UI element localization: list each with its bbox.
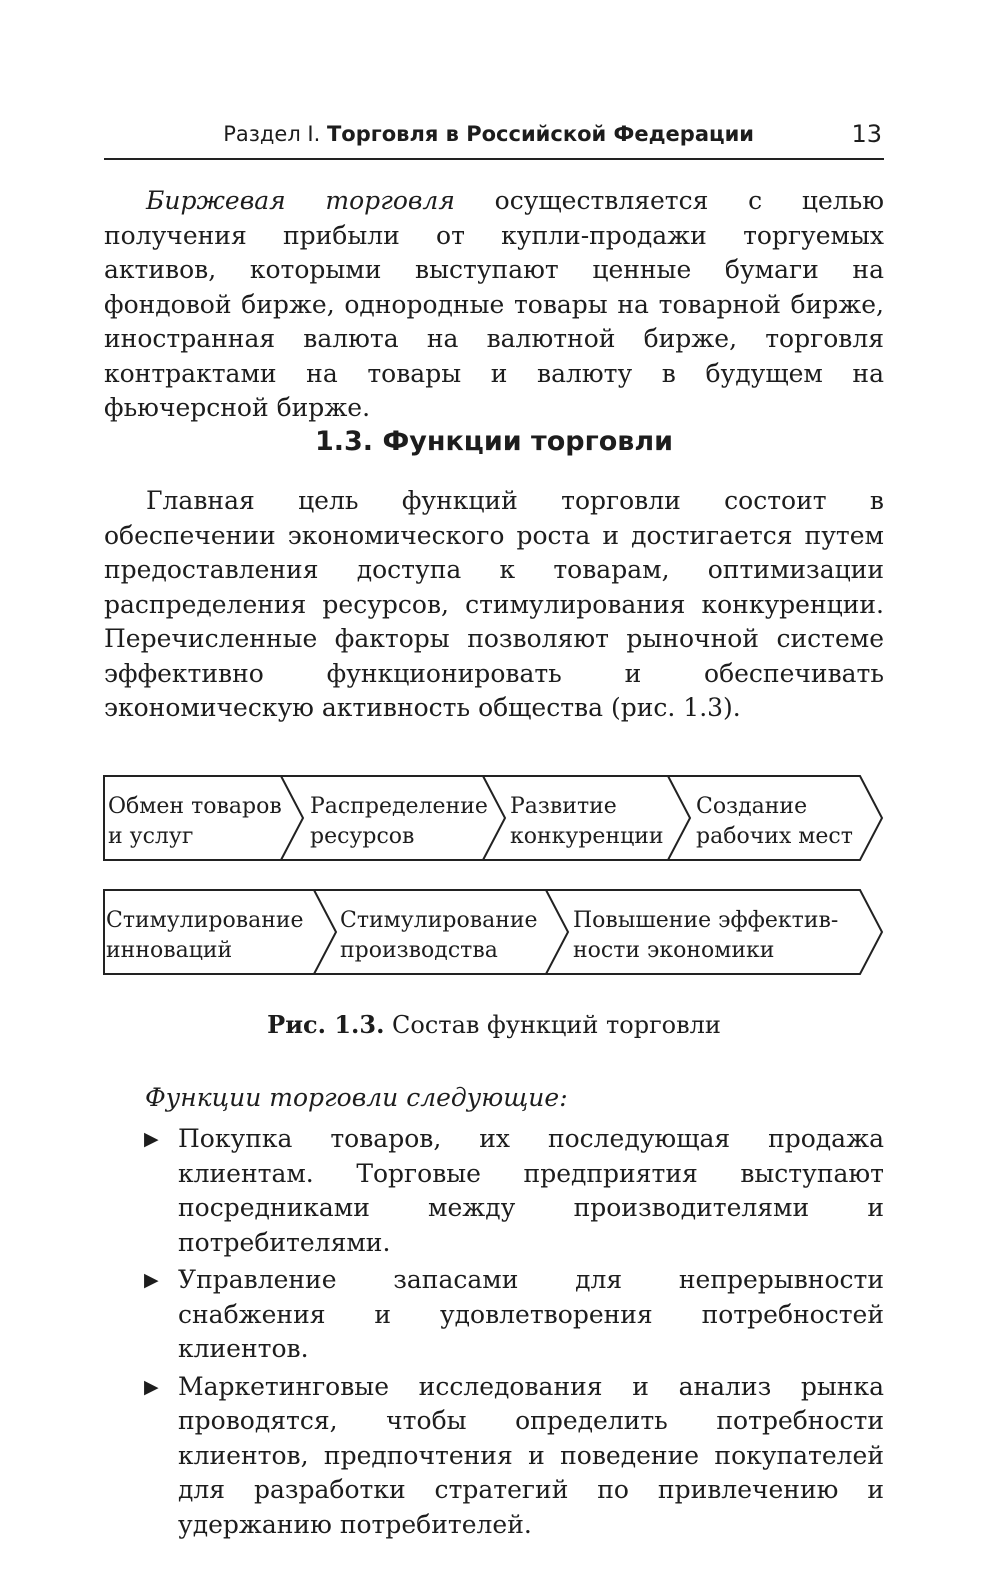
diagram-step-5-line-1: Стимулирование — [106, 908, 304, 933]
list-item-text: Маркетинговые исследования и анализ рынка проводятся, чтобы определить потребности клиентов, предпочтения и поведение покупателей для разработки стратегий по привлечению и удержанию потребителей. — [178, 1371, 884, 1539]
bullet-icon: ▶ — [144, 1269, 159, 1291]
diagram-step-3-line-2: конкуренции — [510, 824, 664, 849]
section-heading: 1.3. Функции торговли — [314, 426, 674, 457]
figure-label: Рис. 1.3. — [267, 1010, 385, 1039]
diagram-step-4-line-2: рабочих мест — [696, 824, 853, 849]
diagram-step-1-line-2: и услуг — [108, 824, 194, 849]
diagram-step-4-line-1: Создание — [696, 794, 808, 819]
diagram-step-7-line-2: ности экономики — [573, 938, 775, 963]
intro-text: осуществляется с целью получения прибыли от купли-продажи торгуемых активов, которыми выступают ценные бумаги на фондовой бирже, однородные товары на товарной бирже, иностранная валюта на валютной бирже, торговля контрактами на товары и валюту в будущем на фьючерсной бирже. — [104, 186, 884, 422]
diagram-separator — [546, 890, 568, 974]
figure-title: Состав функций торговли — [384, 1011, 721, 1039]
diagram-step-3-line-1: Развитие — [510, 794, 617, 819]
list-item — [104, 1122, 884, 1260]
diagram-step-5-line-2: инноваций — [106, 938, 233, 963]
diagram-step-1-line-1: Обмен товаров — [108, 794, 282, 819]
page-number: 13 — [851, 120, 882, 148]
list-item — [104, 1263, 884, 1367]
bullet-icon: ▶ — [144, 1375, 159, 1398]
list-item-text: Покупка товаров, их последующая продажа клиентам. Торговые предприятия выступают посредниками между производителями и потребителями. — [178, 1124, 884, 1257]
diagram-step-6-line-1: Стимулирование — [340, 908, 538, 933]
bullet-icon: ▶ — [144, 1128, 159, 1150]
figure-caption — [104, 1010, 884, 1039]
diagram-step-7-line-1: Повышение эффектив- — [573, 908, 839, 933]
list-item-text: Управление запасами для непрерывности снабжения и удовлетворения потребностей клиентов. — [178, 1265, 884, 1363]
list-lead: Функции торговли следующие: — [145, 1083, 568, 1112]
diagram-separator — [314, 890, 336, 974]
section-title: Раздел I. Торговля в Российской Федерации — [223, 122, 754, 146]
functions-list — [104, 1122, 884, 1545]
list-item — [104, 1370, 884, 1543]
body-paragraph: Главная цель функций торговли состоит в обеспечении экономического роста и достигается путем предоставления доступа к товарам, оптимизации распределения ресурсов, стимулирования конкуренции. Перечисленные факторы позволяют рыночной системе эффективно функционировать и обеспечивать экономическую активность общества (рис. 1.3). — [104, 486, 884, 722]
diagram-step-2-line-2: ресурсов — [310, 824, 415, 849]
diagram-step-6-line-2: производства — [340, 938, 498, 963]
intro-term: Биржевая торговля — [146, 186, 455, 215]
diagram-step-2-line-1: Распределение — [310, 794, 488, 819]
diagram-separator — [668, 776, 690, 860]
diagram-separator — [281, 776, 303, 860]
